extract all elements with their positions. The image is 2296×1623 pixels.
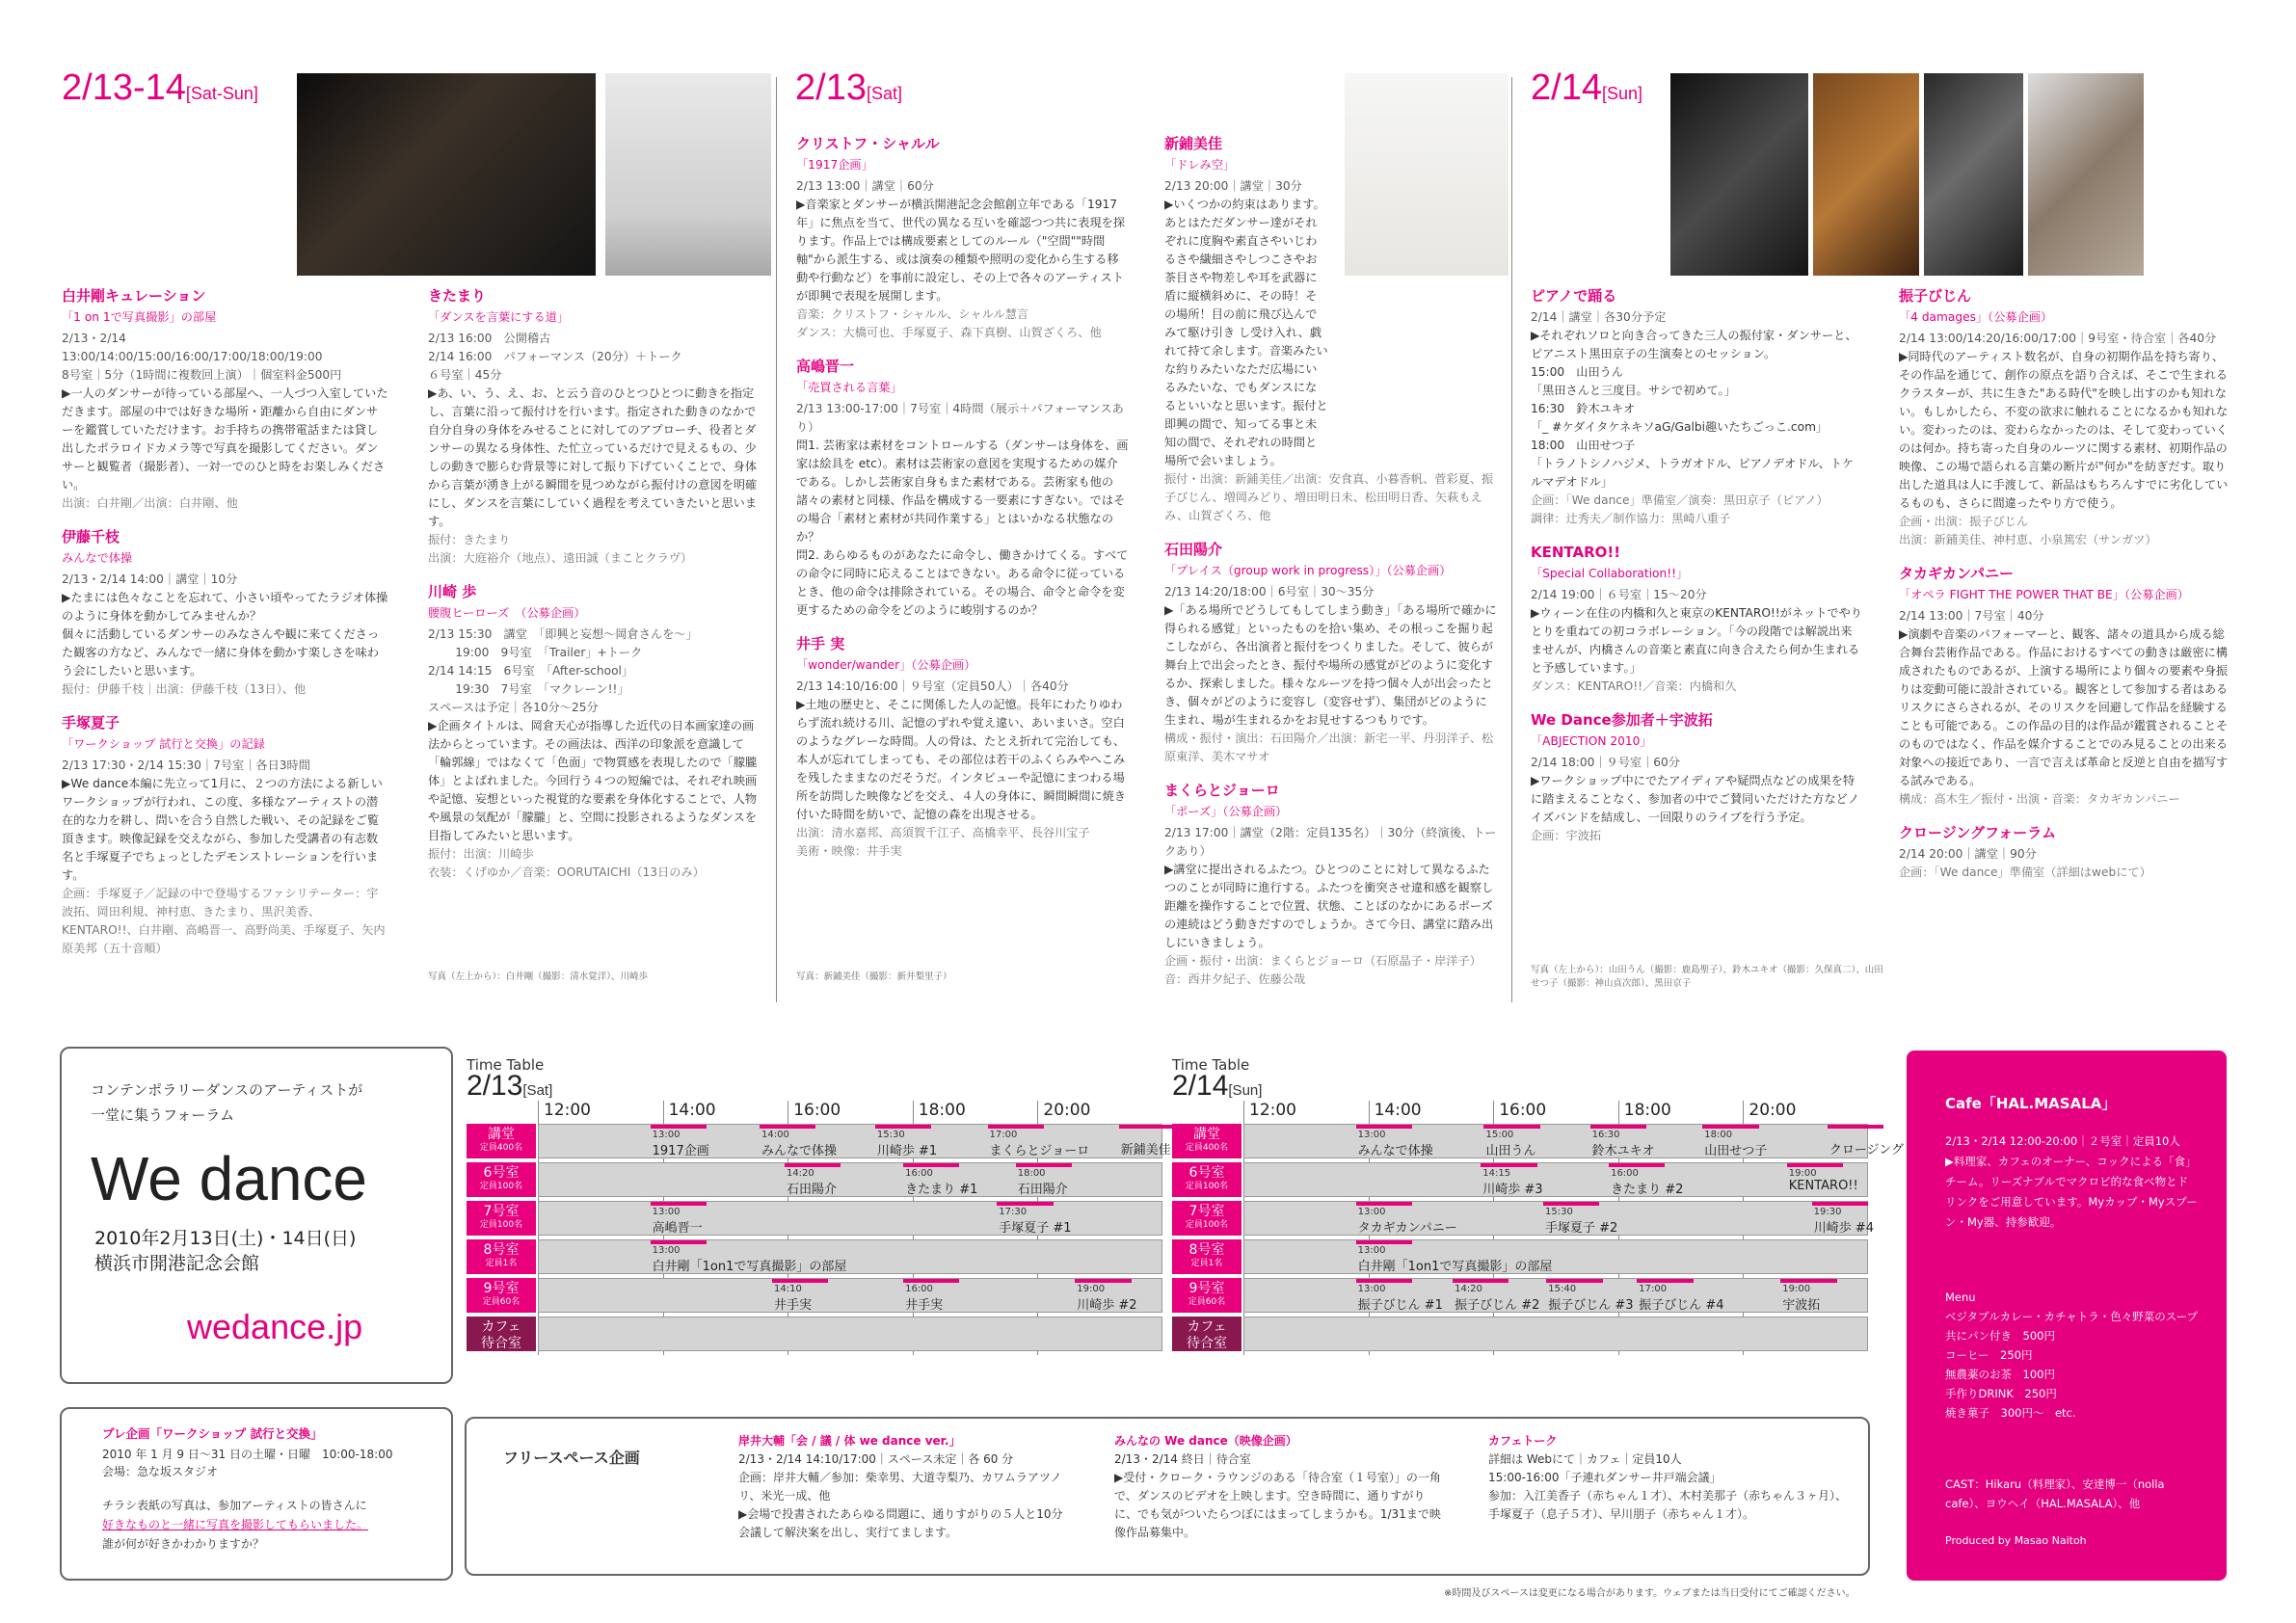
pre-info: 2010 年 1 月 9 日〜31 日の土曜・日曜 10:00-18:00 会場：急な坂スタジオ — [102, 1448, 393, 1478]
session-cell[interactable] — [761, 1130, 837, 1158]
session-bar — [1075, 1279, 1131, 1283]
room-name: カフェ 待合室 — [1187, 1319, 1227, 1351]
session-name: 宇波拓 — [1782, 1298, 1821, 1313]
session-bar — [1356, 1125, 1412, 1129]
session-bar — [785, 1163, 841, 1167]
room-capacity: 定員100名 — [1185, 1182, 1229, 1191]
session-cell[interactable] — [1358, 1207, 1457, 1236]
session-bar — [1828, 1125, 1883, 1129]
col-4: 新鋪美佳 「ドレみ空」 2/13 20:00｜講堂｜30分 ▶いくつかの約束はあります。あとはただダンサー達がそれぞれに度胸や素直さやいじわるさや繊細さやしつこさやお茶目さや物差しや耳を武器に盾に縦横斜めに、その時！その場所！目の前に飛び込んでみて駆け引き し受け入れ、戯れて持て余します。音楽みたいな約りみたいなただ広場にいるみたいな、でもダンスになるといいなと思います。振付と即興の間で、知ってる事と未知の間で、それぞれの時間と場所で会いましょう。 振付・出演：新鋪美佳／出演：安食真、小暮香帆、菅彩夏、振子びじん、増岡みどり、増田明日未、松田明日香、矢萩もえみ、山賀ざくろ、他 石田陽介 「プレイス（group work in progress）」（公募企画） 2/13 14:20/18:00｜6号室｜30〜35分 ▶「ある場所でどうしてもしてしまう動き」「ある場所で確かに得られる感覚」といったものを拾い集め、その根っこを掘り起こしながら、各出演者と振付をつくりました。そして、彼らが舞台上で出会ったとき、振付や場所の感覚がどのように変化するか、探索しました。様々なルーツを持つ個々人が出会ったとき、個々がどのように変容し（変容せず）、集団がどのように生まれ、場が生まれるかをお見せするつもりです。 構成・振付・演出：石田陽介／出演：新宅一平、丹羽洋子、松原東洋、美木マサオ まくらとジョーロ 「ポーズ」（公募企画） 2/13 17:00｜講堂（2階：定員135名）｜30分（終演後、トークあり） ▶講堂に提出されるふたつ。ひとつのことに対して異なるふたつのことが同時に進行する。ふたつを衝突させ違和感を観察し距離を操作することで位置、状態、ことばのなかにあるポーズの連続はどう動きだすのでしょうか。さて今日、講堂に踏み出しにいきましょう。 企画・振付・出演：まくらとジョーロ（石原晶子・岸洋子） 音：西井夕紀子、佐藤公哉 — [1164, 135, 1497, 986]
session-bar — [1356, 1279, 1412, 1283]
room-name: カフェ 待合室 — [481, 1319, 521, 1351]
session-name: クロージング — [1829, 1143, 1905, 1157]
free-b: みんなの We dance（映像企画） 2/13・2/14 終日｜待合室 ▶受付・クローク・ラウンジのある「待合室（１号室）」の一角で、ダンスのビデオを上映します。空き時間に、通りすがりに、でも気がついたらつぼにはまってしまうかも。1/31まで映像作品募集中。 — [1114, 1434, 1441, 1539]
time-label: 12:00 — [1249, 1101, 1296, 1120]
session-name: 川崎歩 #1 — [876, 1144, 938, 1158]
time-label: 14:00 — [668, 1101, 716, 1120]
session-bar — [903, 1163, 959, 1167]
room-row — [538, 1239, 1162, 1274]
room-capacity: 定員400名 — [1185, 1143, 1229, 1153]
room-name: 9号室 — [483, 1281, 520, 1296]
session-cell[interactable] — [1548, 1284, 1633, 1313]
session-name: 山田うん — [1485, 1144, 1536, 1158]
session-name: まくらとジョーロ — [989, 1144, 1090, 1158]
session-bar — [1546, 1279, 1602, 1283]
timetable-sun — [1172, 1056, 1905, 1394]
intro-date: 2010年2月13日(土)・14日(日) 横浜市開港記念会館 — [94, 1228, 357, 1274]
caption-3: 写真：新鋪美佳（撮影：新井梨里子） — [796, 971, 952, 982]
time-label: 18:00 — [918, 1101, 966, 1120]
session-bar — [1780, 1279, 1836, 1283]
col-3: クリストフ・シャルル 「1917企画」 2/13 13:00｜講堂｜60分 ▶音楽家とダンサーが横浜開港記念会館創立年である「1917年」に焦点を当て、世代の異なる互いを確認つつ共に表現を探ります。作品上では構成要素としてのルール（"空間""時間軸"から派生する、或は演奏の種類や照明の変化から生する移動や行動など）を事前に設定し、その上で各々のアーティストが即興で表現を展開します。 音楽：クリストフ・シャルル、シャルル慧言 ダンス：大橋可也、手塚夏子、森下真樹、山賀ざくろ、他 高嶋晋一 「売買される言葉」 2/13 13:00-17:00｜7号室｜4時間（展示＋パフォーマンスあり） 問1. 芸術家は素材をコントロールする（ダンサーは身体を、画家は絵具を etc）。素材は芸術家の意図を実現するための媒介である。しかし芸術家自身もまた素材である。芸術家も他の諸々の素材と同様、作品を構成する一要素にすぎない。ではその場合「素材と素材が共同作業する」とはいかなる状態なのか？ 問2. あらゆるものがあなたに命令し、働きかけてくる。すべての命令に同時に応えることはできない。ある命令に従っているとき、他の命令は排除されている。その場合、命令と命令を変更するための命令をどのように峻別するのか？ 井手 実 「wonder/wander」（公募企画） 2/13 14:10/16:00｜９号室（定員50人）｜各40分 ▶土地の歴史と、そこに関係した人の記憶。長年にわたりゆわらず流れ続ける川、記憶のずれや覚え違い、あいまいさ。空白のようなグレーな時間。人の骨は、たとえ折れて完治しても、本人が忘れてしまっても、その部位は若干のふくらみやへこみを残したままなのだそうだ。インタビューや記憶にまつわる場所を訪問した映像などを交え、４人の身体に、瞬間瞬間に焼き付いた時間を紡いで、記憶の森を出現させる。 出演：清水嘉邦、高須賀千江子、高橋幸平、長谷川宝子 美術・映像：井手実 — [796, 135, 1129, 858]
session-bar — [1119, 1125, 1175, 1129]
room-name: 講堂 — [488, 1127, 515, 1142]
session-time: 17:00 — [989, 1130, 1018, 1140]
cafe-title: Cafe「HAL.MASALA」 — [1945, 1095, 2117, 1112]
cafe-menu: Menu ベジタブルカレー・カチャトラ・色々野菜のスープ 共にパン付き 500円 コーヒー 250円 無農薬のお茶 100円 手作りDRINK 250円 焼き菓子 300円〜 etc. — [1945, 1290, 2199, 1420]
session-cell[interactable] — [653, 1130, 709, 1158]
session-time: 15:00 — [1485, 1130, 1514, 1140]
time-label: 12:00 — [544, 1101, 591, 1120]
pre-note: チラシ表紙の写真は、参加アーティストの皆さんに 好きなものと一緒に写真を撮影してもらいました。 誰が何が好きかわかりますか？ — [102, 1499, 369, 1551]
session-name: 振子びじん #1 — [1357, 1298, 1443, 1313]
room-label — [467, 1278, 536, 1313]
session-bar — [1702, 1125, 1758, 1129]
photo-yamada-un — [1670, 73, 1808, 276]
session-cell[interactable] — [905, 1168, 977, 1197]
session-name: 白井剛「1on1で写真撮影」の部屋 — [652, 1260, 847, 1274]
col-6: 振子びじん 「4 damages」（公募企画） 2/14 13:00/14:20/16:00/17:00｜9号室・待合室｜各40分 ▶同時代のアーティスト数名が、自身の初期作品を持ち寄り、その作品を通じて、創作の原点を語り合えば、そこで生まれるクラスターが、共に生きた"ある時代"を映し出すのかも知れない。もしかしたら、不変の欲求に触れることになるかも知れない。変わったのは、変わらなかったのは、そして変わっていくのは何か。持ち寄った自身のルーツに関する素材、初期作品の映像、この場で語られる言葉の断片が"何か"を紡ぎだす。取り出した道具は人に手渡して、新品はもちろんすでに劣化しているものも、さらに間違ったやり方で使う。 企画・出演：振子びじん 出演：新鋪美佳、神村恵、小泉篤宏（サンガツ） タカギカンパニー 「オペラ FIGHT THE POWER THAT BE」（公募企画） 2/14 13:00｜7号室｜40分 ▶演劇や音楽のパフォーマーと、観客、諸々の道具から成る総合舞台芸術作品である。作品におけるすべての動きは厳密に構成されたものであるが、上演する場所により個々の要素や身振りは変動可能に設計されている。観客として参加する者はあるリスクにさらされるが、そのリスクを回避して作品を経験することも可能である。この作品の目的は作品が鑑賞されることそのものではなく、作品を媒介することでのみ見ることの出来る対象への接近であり、一言で言えば革命と反逆と自由を描写する試みである。 構成：高木生／振付・出演・音楽：タカギカンパニー クロージングフォーラム 2/14 20:00｜講堂｜90分 企画：「We dance」準備室（詳細はwebにて） — [1899, 287, 2229, 879]
session-time: 14:15 — [1482, 1168, 1511, 1179]
session-name: 新鋪美佳 — [1120, 1143, 1171, 1157]
session-bar — [651, 1240, 707, 1244]
session-cell[interactable] — [774, 1284, 812, 1313]
room-name: 6号室 — [1188, 1165, 1225, 1181]
session-name: 川崎歩 #2 — [1077, 1298, 1137, 1313]
intro-box — [60, 1047, 453, 1384]
free-space-box — [465, 1417, 1870, 1576]
session-cell[interactable] — [787, 1168, 837, 1197]
session-cell[interactable] — [1077, 1284, 1136, 1313]
session-name: 井手実 — [905, 1298, 944, 1313]
room-name: 9号室 — [1188, 1281, 1225, 1296]
room-capacity: 定員100名 — [479, 1182, 523, 1191]
room-name: 8号室 — [483, 1242, 520, 1258]
room-capacity: 定員60名 — [1188, 1297, 1226, 1307]
session-time: 15:30 — [876, 1130, 905, 1140]
logo: We dance — [91, 1144, 367, 1213]
tt-date: 2/14[Sun] — [1172, 1070, 1263, 1102]
session-cell[interactable] — [905, 1284, 943, 1313]
session-cell[interactable] — [1704, 1130, 1767, 1158]
session-time: 13:00 — [1357, 1130, 1386, 1140]
session-name: 振子びじん #2 — [1455, 1298, 1540, 1313]
session-time: 13:00 — [652, 1130, 681, 1140]
session-bar — [1590, 1125, 1646, 1129]
session-name: 鈴木ユキオ — [1591, 1144, 1655, 1158]
col-5: ピアノで踊る 2/14｜講堂｜各30分予定 ▶それぞれソロと向き合ってきた三人の振付家・ダンサーと、ピアニスト黒田京子の生演奏とのセッション。 15:00 山田うん 「黒田さんと三度目。サシで初めて。」 16:30 鈴木ユキオ 「_ #ケダイタケネキソaG/Galbi趣いたちごっこ.com」 18:00 山田せつ子 「トラノトシノハジメ、トラガオドル、ピアノデオドル、トケルマデオドル」 企画：「We dance」準備室／演奏：黒田京子（ピアノ） 調律：辻秀夫／制作協力：黒崎八重子 KENTARO!! 「Special Collaboration!!」 2/14 19:00｜６号室｜15〜20分 ▶ウィーン在住の内橋和久と東京のKENTARO!!がネットでやりとりを重ねての初コラボレーション。「今の段階では解説出来ませんが、内橋さんの音楽と素直に向き合えたら何か生まれると予感しています。」 ダンス：KENTARO!!／音楽：内橋和久 We Dance参加者＋宇波拓 「ABJECTION 2010」 2/14 18:00｜９号室｜60分 ▶ワークショップ中にでたアイディアや疑問点などの成果を特に踏まえることなく、参加者の中でご賛同いただけた方などノイズバンドを結成し、一回限りのライブを行う予定。 企画：宇波拓 — [1531, 287, 1862, 842]
session-time: 16:30 — [1591, 1130, 1620, 1140]
session-name: 振子びじん #4 — [1639, 1298, 1724, 1313]
session-cell[interactable] — [1018, 1168, 1068, 1197]
session-time: 16:00 — [1611, 1168, 1639, 1179]
session-cell[interactable] — [653, 1207, 703, 1236]
col-1: 白井剛キュレーション 「1 on 1で写真撮影」の部屋 2/13・2/14 13:00/14:00/15:00/16:00/17:00/18:00/19:00 8号室｜5分（1時間に複数回上演）｜個室料金500円 ▶一人のダンサーが待っている部屋へ、一人づつ入室していただきます。部屋の中では好きな場所・距離から自由にダンサーを鑑賞していただけます。お手持ちの携帯電話または貸し出したポラロイドカメラ等で写真を撮影してください。ダンサーと観覧者（撮影者）、一対一でのひと時をお楽しみください。 出演：白井剛／出演：白井剛、他 伊藤千枝 みんなで体操 2/13・2/14 14:00｜講堂｜10分 ▶たまには色々なことを忘れて、小さい頃やってたラジオ体操のように身体を動かしてみませんか？ 個々に活動しているダンサーのみなさんや観に来てくださった観客の方など、みんなで一緒に身体を動かす楽しさを味わう会にしたいと思います。 振付：伊藤千枝｜出演：伊藤千枝（13日）、他 手塚夏子 「ワークショップ 試行と交換」の記録 2/13 17:30・2/14 15:30｜7号室｜各日3時間 ▶We dance本編に先立って1月に、２つの方法による新しいワークショップが行われ、この度、多様なアーティストの潜在的な力を耕し、問いを合う自然した戦い、その記録をご覧頂きます。映像記録を交えながら、参加した受講者の有志数名と手塚夏子でちょっとしたデモンストレーションを行います。 企画：手塚夏子／記録の中で登場するファシリテーター：宇波拓、岡田利規、神村恵、きたまり、黒沢美香、KENTARO!!、白井剛、高嶋晋一、高野尚美、手塚夏子、矢内原美邦（五十音順） — [62, 287, 388, 955]
session-bar — [988, 1125, 1044, 1129]
room-name: 7号室 — [1188, 1204, 1225, 1219]
session-cell[interactable] — [1121, 1139, 1171, 1157]
session-time: 14:00 — [761, 1130, 789, 1140]
time-label: 16:00 — [1499, 1101, 1547, 1120]
session-name: 白井剛「1on1で写真撮影」の部屋 — [1357, 1260, 1553, 1274]
photo-suzuki — [1813, 73, 1919, 276]
session-name: 高嶋晋一 — [652, 1221, 703, 1236]
session-name: きたまり #2 — [1611, 1183, 1684, 1197]
session-time: 17:00 — [1639, 1284, 1668, 1294]
time-label: 18:00 — [1623, 1101, 1671, 1120]
room-row — [1243, 1317, 1868, 1351]
session-cell[interactable] — [1485, 1130, 1535, 1158]
session-bar — [1481, 1163, 1536, 1167]
session-time: 13:00 — [652, 1207, 681, 1217]
room-label — [1172, 1201, 1241, 1236]
session-name: 井手実 — [774, 1298, 813, 1313]
session-name: 手塚夏子 #2 — [1545, 1221, 1618, 1236]
tt-date: 2/13[Sat] — [467, 1070, 553, 1102]
session-cell[interactable] — [1545, 1207, 1617, 1236]
session-cell[interactable] — [653, 1245, 847, 1274]
session-bar — [1812, 1202, 1868, 1206]
session-name: 振子びじん #3 — [1548, 1298, 1634, 1313]
footnote: ※時間及びスペースは変更になる場合があります。ウェブまたは当日受付にてご確認ください。 — [1444, 1588, 1855, 1599]
cafe-cast: CAST：Hikaru（料理家）、安達博一（nolla cafe）、ヨウヘイ（HAL.MASALA）、他 — [1945, 1477, 2165, 1510]
session-time: 14:20 — [786, 1168, 814, 1179]
session-cell[interactable] — [877, 1130, 937, 1158]
room-row — [1243, 1124, 1868, 1158]
cafe-info: 2/13・2/14 12:00-20:00｜２号室｜定員10人 ▶料理家、カフェのオーナー、コックによる「食」チーム。リーズナブルでマクロビ的な食べ物とドリンクをご用意しています。Myカップ・Myスプーン・My器、持参歓迎。 — [1945, 1134, 2198, 1229]
session-cell[interactable] — [1782, 1284, 1820, 1313]
session-cell[interactable] — [1482, 1168, 1542, 1197]
session-time: 14:10 — [774, 1284, 802, 1294]
photo-kawasaki — [605, 73, 771, 276]
session-cell[interactable] — [999, 1207, 1071, 1236]
date-header-2: 2/13[Sat] — [795, 67, 902, 108]
room-label — [1172, 1239, 1241, 1274]
room-capacity: 定員100名 — [479, 1220, 523, 1230]
session-bar — [997, 1202, 1053, 1206]
session-cell[interactable] — [1592, 1130, 1655, 1158]
session-cell[interactable] — [1639, 1284, 1723, 1313]
pre-box — [60, 1407, 453, 1581]
free-c: カフェトーク 詳細は Webにて｜カフェ｜定員10人 15:00-16:00「子連れダンサー井戸端会議」 参加：入江美香子（赤ちゃん１才）、木村美那子（赤ちゃん３ヶ月）、手塚夏子（息子５才）、早川朋子（赤ちゃん１才）。 — [1488, 1434, 1848, 1521]
room-capacity: 定員60名 — [482, 1297, 521, 1307]
session-bar — [651, 1125, 707, 1129]
time-label: 20:00 — [1043, 1101, 1091, 1120]
session-bar — [1787, 1163, 1843, 1167]
session-time: 15:40 — [1548, 1284, 1577, 1294]
room-label — [467, 1124, 536, 1158]
session-bar — [651, 1202, 707, 1206]
session-cell[interactable] — [1455, 1284, 1539, 1313]
time-label: 14:00 — [1374, 1101, 1422, 1120]
photo-yamada-setsuko — [1924, 73, 2023, 276]
session-name: タカギカンパニー — [1357, 1221, 1457, 1236]
session-bar — [1356, 1202, 1412, 1206]
session-cell[interactable] — [1611, 1168, 1683, 1197]
room-row — [538, 1317, 1162, 1351]
room-name: 8号室 — [1188, 1242, 1225, 1258]
room-row — [1243, 1162, 1868, 1197]
session-bar — [1356, 1240, 1412, 1244]
room-name: 7号室 — [483, 1204, 520, 1219]
session-cell[interactable] — [1358, 1130, 1433, 1158]
session-time: 19:30 — [1813, 1207, 1842, 1217]
session-bar — [772, 1279, 828, 1283]
session-time: 18:00 — [1017, 1168, 1046, 1179]
photo-kuroda — [2028, 73, 2144, 276]
timetable-sat — [467, 1056, 1171, 1394]
session-time: 19:00 — [1077, 1284, 1106, 1294]
session-time: 18:00 — [1704, 1130, 1733, 1140]
session-bar — [1483, 1125, 1539, 1129]
room-label — [467, 1239, 536, 1274]
room-label — [1172, 1317, 1241, 1351]
photo-shirai — [297, 73, 596, 276]
session-bar — [903, 1279, 959, 1283]
site-link[interactable]: wedance.jp — [187, 1307, 363, 1346]
session-time: 13:00 — [1357, 1207, 1386, 1217]
intro-lead: コンテンポラリーダンスのアーティストが 一堂に集うフォーラム — [91, 1081, 363, 1124]
room-label — [467, 1201, 536, 1236]
room-capacity: 定員1名 — [485, 1259, 518, 1268]
room-row — [538, 1162, 1162, 1197]
room-capacity: 定員400名 — [479, 1143, 523, 1153]
session-name: KENTARO!! — [1788, 1179, 1858, 1193]
room-label — [467, 1317, 536, 1351]
room-name: 講堂 — [1193, 1127, 1220, 1142]
session-name: 石田陽介 — [786, 1183, 837, 1197]
session-bar — [1637, 1279, 1693, 1283]
room-label — [1172, 1278, 1241, 1313]
free-title: フリースペース企画 — [503, 1449, 640, 1467]
session-name: 山田せつ子 — [1704, 1144, 1768, 1158]
session-time: 14:20 — [1455, 1284, 1482, 1294]
date-header-1: 2/13-14[Sat-Sun] — [62, 67, 258, 108]
room-row — [1243, 1239, 1868, 1274]
cafe-box — [1907, 1051, 2227, 1581]
session-bar — [875, 1125, 931, 1129]
session-name: 1917企画 — [652, 1144, 709, 1158]
time-label: 20:00 — [1749, 1101, 1797, 1120]
session-name: きたまり #1 — [905, 1183, 978, 1197]
col-2: きたまり 「ダンスを言葉にする道」 2/13 16:00 公開稽古 2/14 16:00 パフォーマンス（20分）＋トーク ６号室｜45分 ▶あ、い、う、え、お、と云う音のひとつひとつに動きを指定し、言葉に沿って振付けを行います。指定された動きのなかで自分自身の身体をみせることに対してのアプローチ、役者とダンサーの異なる身体性、た忙立っているだけで見えるもの、少しの動きで膨らむ背景等に対して振り下げていくことで、身体から言葉が湧き上がる瞬間を見つめながら振付けの意図を明確にし、ダンスを言葉にしていく過程を考えていきたいと思います。 振付：きたまり 出演：大庭裕介（地点）、遠田誠（まことクラヴ） 川崎 歩 腰腹ヒーローズ （公募企画） 2/13 15:30 講堂 「即興と妄想〜岡倉さんを〜」 19:00 9号室 「Trailer」+トーク 2/14 14:15 6号室 「After-school」 19:30 7号室 「マクレーン!!」 スペースは予定｜各10分〜25分 ▶企画タイトルは、岡倉天心が指導した近代の日本画家達の画法からとっています。その画法は、西洋の印象派を意識して「輪郭線」ではなくて「色面」で物質感を表現したので「朦朧体」とよばれました。今回行う４つの短編では、それぞれ映画や記憶、妄想といった視覚的な要素を身体化することで、人物や風景の気配が「朦朧」と、空間に投影されるようなダンスを目指してみたいと思います。 振付：出演：川崎歩 衣装：くげゆか／音楽：OORUTAICHI（13日のみ） — [428, 287, 758, 879]
session-time: 17:30 — [999, 1207, 1028, 1217]
session-cell[interactable] — [1358, 1284, 1443, 1313]
session-cell[interactable] — [1789, 1168, 1858, 1193]
session-name: 川崎歩 #3 — [1482, 1183, 1543, 1197]
room-row — [538, 1278, 1162, 1313]
session-name: みんなで体操 — [1357, 1144, 1433, 1158]
date-header-3: 2/14[Sun] — [1531, 67, 1642, 108]
pre-title: プレ企画「ワークショップ 試行と交換」 — [102, 1426, 323, 1441]
session-name: 石田陽介 — [1017, 1183, 1068, 1197]
cafe-producer: Produced by Masao Naitoh — [1945, 1534, 2087, 1547]
room-capacity: 定員100名 — [1185, 1220, 1229, 1230]
session-time: 19:00 — [1782, 1284, 1811, 1294]
session-cell[interactable] — [990, 1130, 1090, 1158]
session-bar — [760, 1125, 815, 1129]
session-time: 15:30 — [1545, 1207, 1573, 1217]
room-capacity: 定員1名 — [1190, 1259, 1223, 1268]
session-cell[interactable] — [1829, 1139, 1904, 1157]
session-time: 13:00 — [1357, 1245, 1386, 1256]
room-label — [467, 1162, 536, 1197]
session-bar — [1609, 1163, 1665, 1167]
room-label — [1172, 1162, 1241, 1197]
session-time: 16:00 — [905, 1168, 933, 1179]
room-name: 6号室 — [483, 1165, 520, 1181]
session-bar — [1453, 1279, 1508, 1283]
session-time: 13:00 — [652, 1245, 681, 1256]
session-name: 川崎歩 #4 — [1813, 1221, 1874, 1236]
session-cell[interactable] — [1814, 1207, 1874, 1236]
session-bar — [1543, 1202, 1599, 1206]
session-time: 16:00 — [905, 1284, 933, 1294]
tt-label: Time Table — [467, 1056, 545, 1074]
room-label — [1172, 1124, 1241, 1158]
session-time: 19:00 — [1788, 1168, 1817, 1179]
caption-5: 写真（左上から）：山田うん（撮影：鹿島聖子）、鈴木ユキオ（撮影：久保真二）、山田せつ子（撮影：神山貞次郎）、黒田京子 — [1531, 965, 1883, 989]
session-cell[interactable] — [1358, 1245, 1553, 1274]
session-name: みんなで体操 — [761, 1144, 838, 1158]
session-time: 13:00 — [1357, 1284, 1386, 1294]
time-label: 16:00 — [793, 1101, 841, 1120]
session-name: 手塚夏子 #1 — [999, 1221, 1072, 1236]
caption-1: 写真（左上から）：白井剛（撮影：清水覚洋）、川崎歩 — [428, 971, 649, 982]
tt-label: Time Table — [1172, 1056, 1250, 1074]
free-a: 岸井大輔「会 / 議 / 体 we dance ver.」 2/13・2/14 14:10/17:00｜スペース未定｜各 60 分 企画：岸井大輔／参加：柴幸男、大道寺梨乃、カワムラアツノリ、米光一成、他 ▶会場で投書されたあらゆる問題に、通りすがりの５人と10分会議して解決案を出し、実行てまします。 — [738, 1434, 1063, 1539]
session-bar — [1016, 1163, 1072, 1167]
